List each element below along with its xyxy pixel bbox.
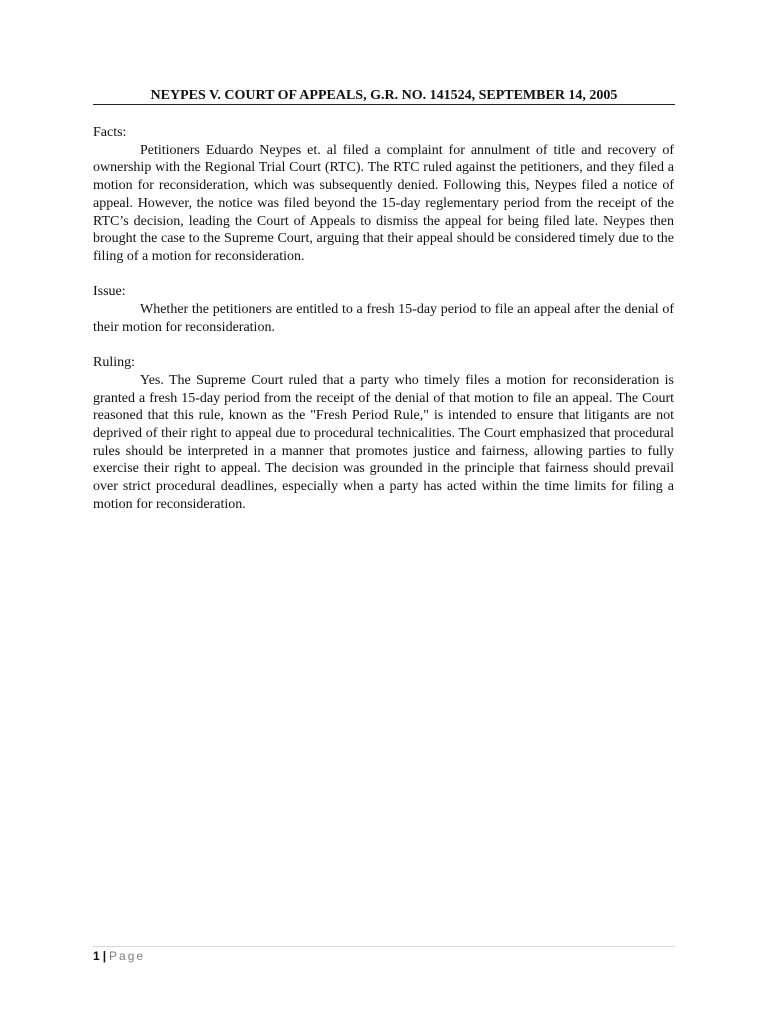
page-label: Page bbox=[109, 949, 146, 963]
issue-paragraph: Whether the petitioners are entitled to a fresh 15-day period to file an appeal after the denial of their motion for reconsideration. bbox=[93, 302, 674, 335]
page-footer bbox=[93, 948, 145, 964]
document-body bbox=[93, 124, 674, 513]
page-number: 1 bbox=[93, 949, 100, 963]
footer-separator: | bbox=[102, 949, 107, 963]
facts-label: Facts: bbox=[93, 125, 127, 140]
document-title: NEYPES V. COURT OF APPEALS, G.R. NO. 141524, SEPTEMBER 14, 2005 bbox=[93, 87, 675, 105]
footer-divider bbox=[93, 946, 675, 947]
section-spacer bbox=[93, 336, 674, 354]
issue-label: Issue: bbox=[93, 284, 126, 300]
section-spacer bbox=[93, 266, 674, 284]
ruling-paragraph: Yes. The Supreme Court ruled that a party who timely files a motion for reconsideration is granted a fresh 15-day period from the receipt of the denial of that motion to file an appeal. The Court reasoned that this rule, known as the "Fresh Period Rule," is intended to ensure that litigants are not deprived of their right to appeal due to procedural technicalities. The Court emphasized that procedural rules should be interpreted in a manner that promotes justice and fairness, allowing parties to fully exercise their right to appeal. The decision was grounded in the principle that fairness should prevail over strict procedural deadlines, especially when a party has acted within the time limits for filing a motion for reconsideration. bbox=[93, 372, 674, 512]
facts-paragraph: Petitioners Eduardo Neypes et. al filed a complaint for annulment of title and recovery of ownership with the Regional Trial Court (RTC). The RTC ruled against the petitioners, and they filed a motion for reconsideration, which was subsequently denied. Following this, Neypes filed a notice of appeal. However, the notice was filed beyond the 15-day reglementary period from the receipt of the RTC’s decision, leading the Court of Appeals to dismiss the appeal for being filed late. Neypes then brought the case to the Supreme Court, arguing that their appeal should be considered timely due to the filing of a motion for reconsideration. bbox=[93, 142, 674, 264]
ruling-label: Ruling: bbox=[93, 355, 136, 371]
